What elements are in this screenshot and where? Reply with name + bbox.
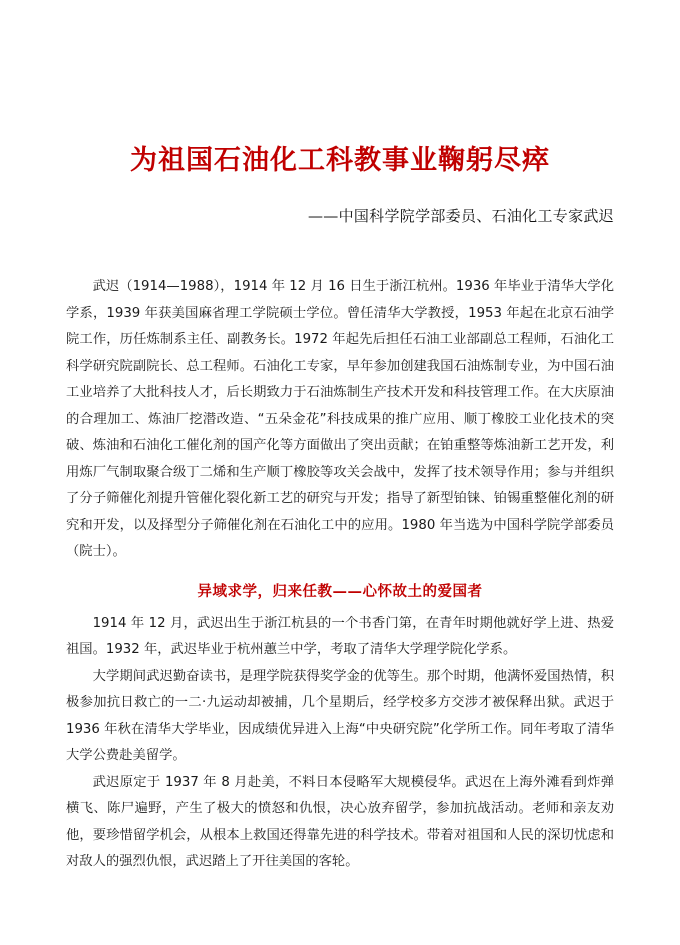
- paragraph-biography: 武迟（1914—1988），1914 年 12 月 16 日生于浙江杭州。1936 年毕业于清华大学化学系，1939 年获美国麻省理工学院硕士学位。曾任清华大学教授，1953 年起在北京石油学院工作，历任炼制系主任、副教务长。1972 年起先后担任石油工业部副总工程师，石油化工科学研究院副院长、总工程师。石油化工专家，早年参加创建我国石油炼制专业，为中国石油工业培养了大批科技人才，后长期致力于石油炼制生产技术开发和科技管理工作。在大庆原油的合理加工、炼油厂挖潜改造、“五朵金花”科技成果的推广应用、顺丁橡胶工业化技术的突破、炼油和石油化工催化剂的国产化等方面做出了突出贡献；在铂重整等炼油新工艺开发，利用炼厂气制取聚合级丁二烯和生产顺丁橡胶等攻关会战中，发挥了技术领导作用；参与并组织了分子筛催化剂提升管催化裂化新工艺的研究与开发；指导了新型铂铼、铂锡重整催化剂的研究和开发，以及择型分子筛催化剂在石油化工中的应用。1980 年当选为中国科学院学部委员（院士）。: [66, 279, 614, 560]
- page-title: 为祖国石油化工科教事业鞠躬尽瘁: [130, 145, 550, 176]
- page-subtitle: ——中国科学院学部委员、石油化工专家武迟: [307, 207, 614, 226]
- section-heading: 异域求学，归来任教——心怀故土的爱国者: [197, 582, 483, 600]
- paragraph-3: 武迟原定于 1937 年 8 月赴美，不料日本侵略军大规模侵华。武迟在上海外滩看到炸弹横飞、陈尸遍野，产生了极大的愤怒和仇恨，决心放弃留学，参加抗战活动。老师和亲友劝他，要珍惜留学机会，从根本上救国还得靠先进的科学技术。带着对祖国和人民的深切忧虑和对敌人的强烈仇恨，武迟踏上了开往美国的客轮。: [66, 774, 614, 870]
- paragraph-1: 1914 年 12 月，武迟出生于浙江杭县的一个书香门第，在青年时期他就好学上进、热爱祖国。1932 年，武迟毕业于杭州蕙兰中学，考取了清华大学理学院化学系。: [66, 615, 614, 658]
- document-body: [66, 226, 614, 876]
- paragraph-2: 大学期间武迟勤奋读书，是理学院获得奖学金的优等生。那个时期，他满怀爱国热情，积极参加抗日救亡的一二·九运动却被捕，几个星期后，经学校多方交涉才被保释出狱。武迟于 1936 年秋在清华大学毕业，因成绩优异进入上海“中央研究院”化学所工作。同年考取了清华大学公费赴美留学。: [66, 668, 614, 764]
